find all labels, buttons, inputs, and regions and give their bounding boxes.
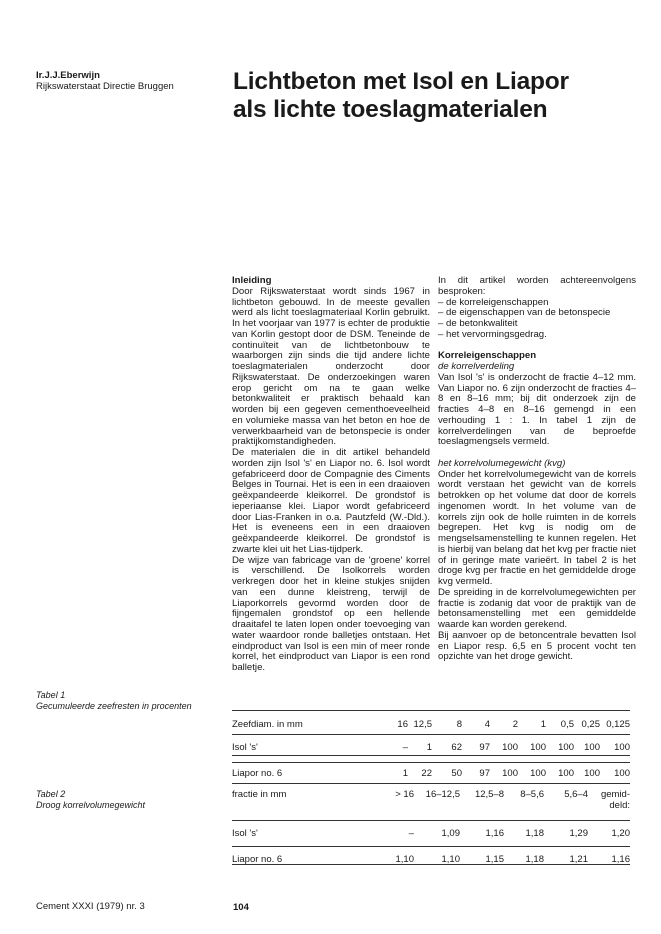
table-cell: Liapor no. 6 bbox=[232, 854, 283, 866]
topic-list bbox=[438, 298, 636, 341]
table-header-cell-line: gemid- bbox=[600, 789, 630, 800]
table-header-cell: fractie in mm bbox=[232, 789, 287, 800]
table-cell: 50 bbox=[451, 767, 462, 779]
table-cell: Liapor no. 6 bbox=[232, 767, 283, 779]
paragraph: De materialen die in dit artikel behandeld worden zijn Isol 's' en Liapor no. 6. Isol wordt gefabriceerd door de Compagnie des Ciments Belges in Tournai. Het is een in een draaioven geëxpandeerde kleikorrel. De grondstof is ieperiaanse klei. Liapor wordt gefabriceerd door Lias-Franken in o.a. Pautzfeld (W.-Dld.). Het is eveneens een in een draaioven geëxpandeerde kleikorrel. De grondstof is zwarte klei uit het Lias-tijdperk. bbox=[232, 447, 430, 555]
table-row bbox=[232, 847, 630, 873]
table-header-cell: 8–5,6 bbox=[520, 789, 544, 800]
table-2 bbox=[232, 789, 630, 873]
table-cell: 100 bbox=[530, 741, 546, 753]
table-2-caption-text: Droog korrelvolumegewicht bbox=[36, 800, 146, 810]
table-cell: 1,18 bbox=[525, 854, 544, 866]
table-1-caption-label: Tabel 1 bbox=[36, 690, 66, 700]
table-cell: 100 bbox=[530, 767, 546, 779]
left-text-column bbox=[232, 276, 430, 674]
article-title bbox=[233, 68, 643, 124]
paragraph: De wijze van fabricage van de 'groene' korrel is verschillend. De Isolkorrels worden verkregen door het in kleine stukjes snijden van een dunne kleistreng, terwijl de Liaporkorrels gevormd worden door de fijngemalen grondstof op een hellende draaitafel te laten lopen onder toevoeging van water waardoor ronde balletjes ontstaan. Het eindproduct van Isol is een min of meer ronde korrel, het eindproduct van Liapor is een rond balletje. bbox=[232, 554, 430, 673]
table-cell: 100 bbox=[584, 767, 600, 779]
author-name: Ir.J.J.Eberwijn bbox=[36, 70, 100, 81]
table-cell: 97 bbox=[479, 767, 490, 779]
table-cell: 1 bbox=[426, 741, 432, 753]
table-header-row bbox=[232, 716, 630, 734]
paragraph: Door Rijkswaterstaat wordt sinds 1967 in lichtbeton gebouwd. In de meeste gevallen werd als licht toeslagmateriaal Korlin gebruikt. In het voorjaar van 1977 is echter de produktie van Korlin gestopt door de DSM. Teneinde de continuïteit van de lichtbetonbouw te waarborgen zijn sinds die tijd andere lichte toeslagmaterialen onderzocht door Rijkswaterstaat. De onderzoekingen waren erop gericht om na te gaan welke betonkwaliteit er praktisch behaald kan worden bij een gegeven cementhoeveelheid en volumieke massa van het beton en hoe de verwerkbaarheid van de betonspecie is onder praktijkomstandigheden. bbox=[232, 285, 430, 448]
table-header-cell: 12,5 bbox=[413, 719, 432, 731]
article-title-line-1: Lichtbeton met Isol en Liapor bbox=[233, 68, 569, 95]
paragraph: In dit artikel worden achtereenvolgens besproken: bbox=[438, 275, 636, 297]
table-header-cell: 4 bbox=[484, 719, 490, 731]
table-row bbox=[232, 740, 630, 754]
table-header-cell: 16 bbox=[397, 719, 408, 731]
table-cell: 1,29 bbox=[569, 827, 588, 839]
table-cell: 22 bbox=[421, 767, 432, 779]
table-cell: 97 bbox=[479, 741, 490, 753]
table-row bbox=[232, 820, 630, 846]
list-item: – de korreleigenschappen bbox=[438, 296, 549, 308]
table-cell: 1,20 bbox=[611, 827, 630, 839]
table-header-cell: 0,5 bbox=[560, 719, 574, 731]
table-header-cell bbox=[588, 789, 630, 811]
table-1 bbox=[232, 716, 630, 784]
table-cell: 100 bbox=[584, 741, 600, 753]
author-affiliation: Rijkswaterstaat Directie Bruggen bbox=[36, 81, 174, 92]
section-heading-inleiding: Inleiding bbox=[232, 275, 272, 286]
table-header-row bbox=[232, 789, 630, 811]
page-number: 104 bbox=[233, 902, 249, 913]
table-cell: – bbox=[402, 741, 408, 753]
table-cell: Isol 's' bbox=[232, 827, 258, 839]
table-2-bottom-rule bbox=[232, 864, 630, 865]
table-cell: 100 bbox=[614, 741, 630, 753]
paragraph: Van Isol 's' is onderzocht de fractie 4–12 mm. Van Liapor no. 6 zijn onderzocht de fracties 4–8 en 8–16 mm; bij dit onderzoek zijn de fracties 4–8 en 8–16 gemengd in een verhouding 1 : 1. In tabel 1 zijn de korrelverdelingen van de beproefde toeslagmengsels vermeld. bbox=[438, 371, 636, 448]
table-cell: 1,10 bbox=[395, 854, 414, 866]
table-cell: 100 bbox=[558, 767, 574, 779]
subheading-korrelvolumegewicht: het korrelvolumegewicht (kvg) bbox=[438, 457, 566, 469]
table-header-cell: 5,6–4 bbox=[564, 789, 588, 800]
paragraph: Bij aanvoer op de betoncentrale bevatten Isol en Liapor resp. 6,5 en 5 procent vocht ten opzichte van het droge gewicht. bbox=[438, 629, 636, 663]
table-header-cell: > 16 bbox=[395, 789, 414, 800]
article-title-line-2: als lichte toeslagmaterialen bbox=[233, 96, 548, 123]
list-item: – de betonkwaliteit bbox=[438, 318, 518, 329]
list-item: – het vervormingsgedrag. bbox=[438, 328, 547, 340]
table-header-cell: 0,25 bbox=[581, 719, 600, 731]
table-header-cell: 2 bbox=[512, 719, 518, 731]
table-header-cell: 0,125 bbox=[606, 719, 630, 731]
list-item: – de eigenschappen van de betonspecie bbox=[438, 307, 611, 319]
table-cell: 100 bbox=[502, 741, 518, 753]
paragraph: Onder het korrelvolumegewicht van de korrels wordt verstaan het gewicht van de korrels betrokken op het volume dat door de korrels ingenomen wordt. In het volume van de korrels zijn ook de holle ruimten in de korrels begrepen. Het kvg is nodig om de mengselsamenstelling te kunnen regelen. Het is hierbij van belang dat het kvg per fractie niet of in geringe mate varieërt. In tabel 2 is het droge kvg per fractie en het gemiddelde droge kvg vermeld. bbox=[438, 468, 636, 587]
table-1-bottom-rule bbox=[232, 755, 630, 756]
table-header-cell: 12,5–8 bbox=[474, 789, 504, 800]
table-cell: 100 bbox=[502, 767, 518, 779]
table-cell: 1,21 bbox=[569, 854, 588, 866]
right-text-column bbox=[438, 276, 636, 663]
table-1-top-rule bbox=[232, 710, 630, 711]
table-cell: 1,16 bbox=[611, 854, 630, 866]
table-header-cell: Zeefdiam. in mm bbox=[232, 719, 303, 731]
table-1-caption bbox=[36, 690, 192, 712]
table-cell: 1,18 bbox=[525, 827, 544, 839]
paragraph: De spreiding in de korrelvolumegewichten per fractie is zodanig dat voor de praktijk van de betonsamenstelling met een gemiddelde waarde kan worden gerekend. bbox=[438, 586, 636, 630]
table-cell: 1,15 bbox=[485, 854, 504, 866]
table-cell: 1,16 bbox=[485, 827, 504, 839]
table-cell: Isol 's' bbox=[232, 741, 258, 753]
table-cell: 100 bbox=[614, 767, 630, 779]
table-2-caption bbox=[36, 789, 145, 811]
table-2-top-rule bbox=[232, 783, 630, 784]
table-header-cell-line: deld: bbox=[609, 800, 630, 811]
table-header-cell: 1 bbox=[540, 719, 546, 731]
journal-reference: Cement XXXI (1979) nr. 3 bbox=[36, 901, 145, 912]
table-cell: 1,10 bbox=[441, 854, 460, 866]
table-cell: 1,09 bbox=[441, 827, 460, 839]
table-cell: 100 bbox=[558, 741, 574, 753]
table-header-cell: 8 bbox=[456, 719, 462, 731]
table-cell: 62 bbox=[451, 741, 462, 753]
table-cell: 1 bbox=[402, 767, 408, 779]
table-row bbox=[232, 762, 630, 784]
table-2-caption-label: Tabel 2 bbox=[36, 789, 66, 799]
section-heading-korreleigenschappen: Korreleigenschappen bbox=[438, 350, 537, 362]
table-cell: – bbox=[408, 827, 414, 839]
table-1-caption-text: Gecumuleerde zeefresten in procenten bbox=[36, 701, 192, 711]
subheading-korrelverdeling: de korrelverdeling bbox=[438, 361, 515, 372]
table-header-cell: 16–12,5 bbox=[425, 789, 460, 800]
